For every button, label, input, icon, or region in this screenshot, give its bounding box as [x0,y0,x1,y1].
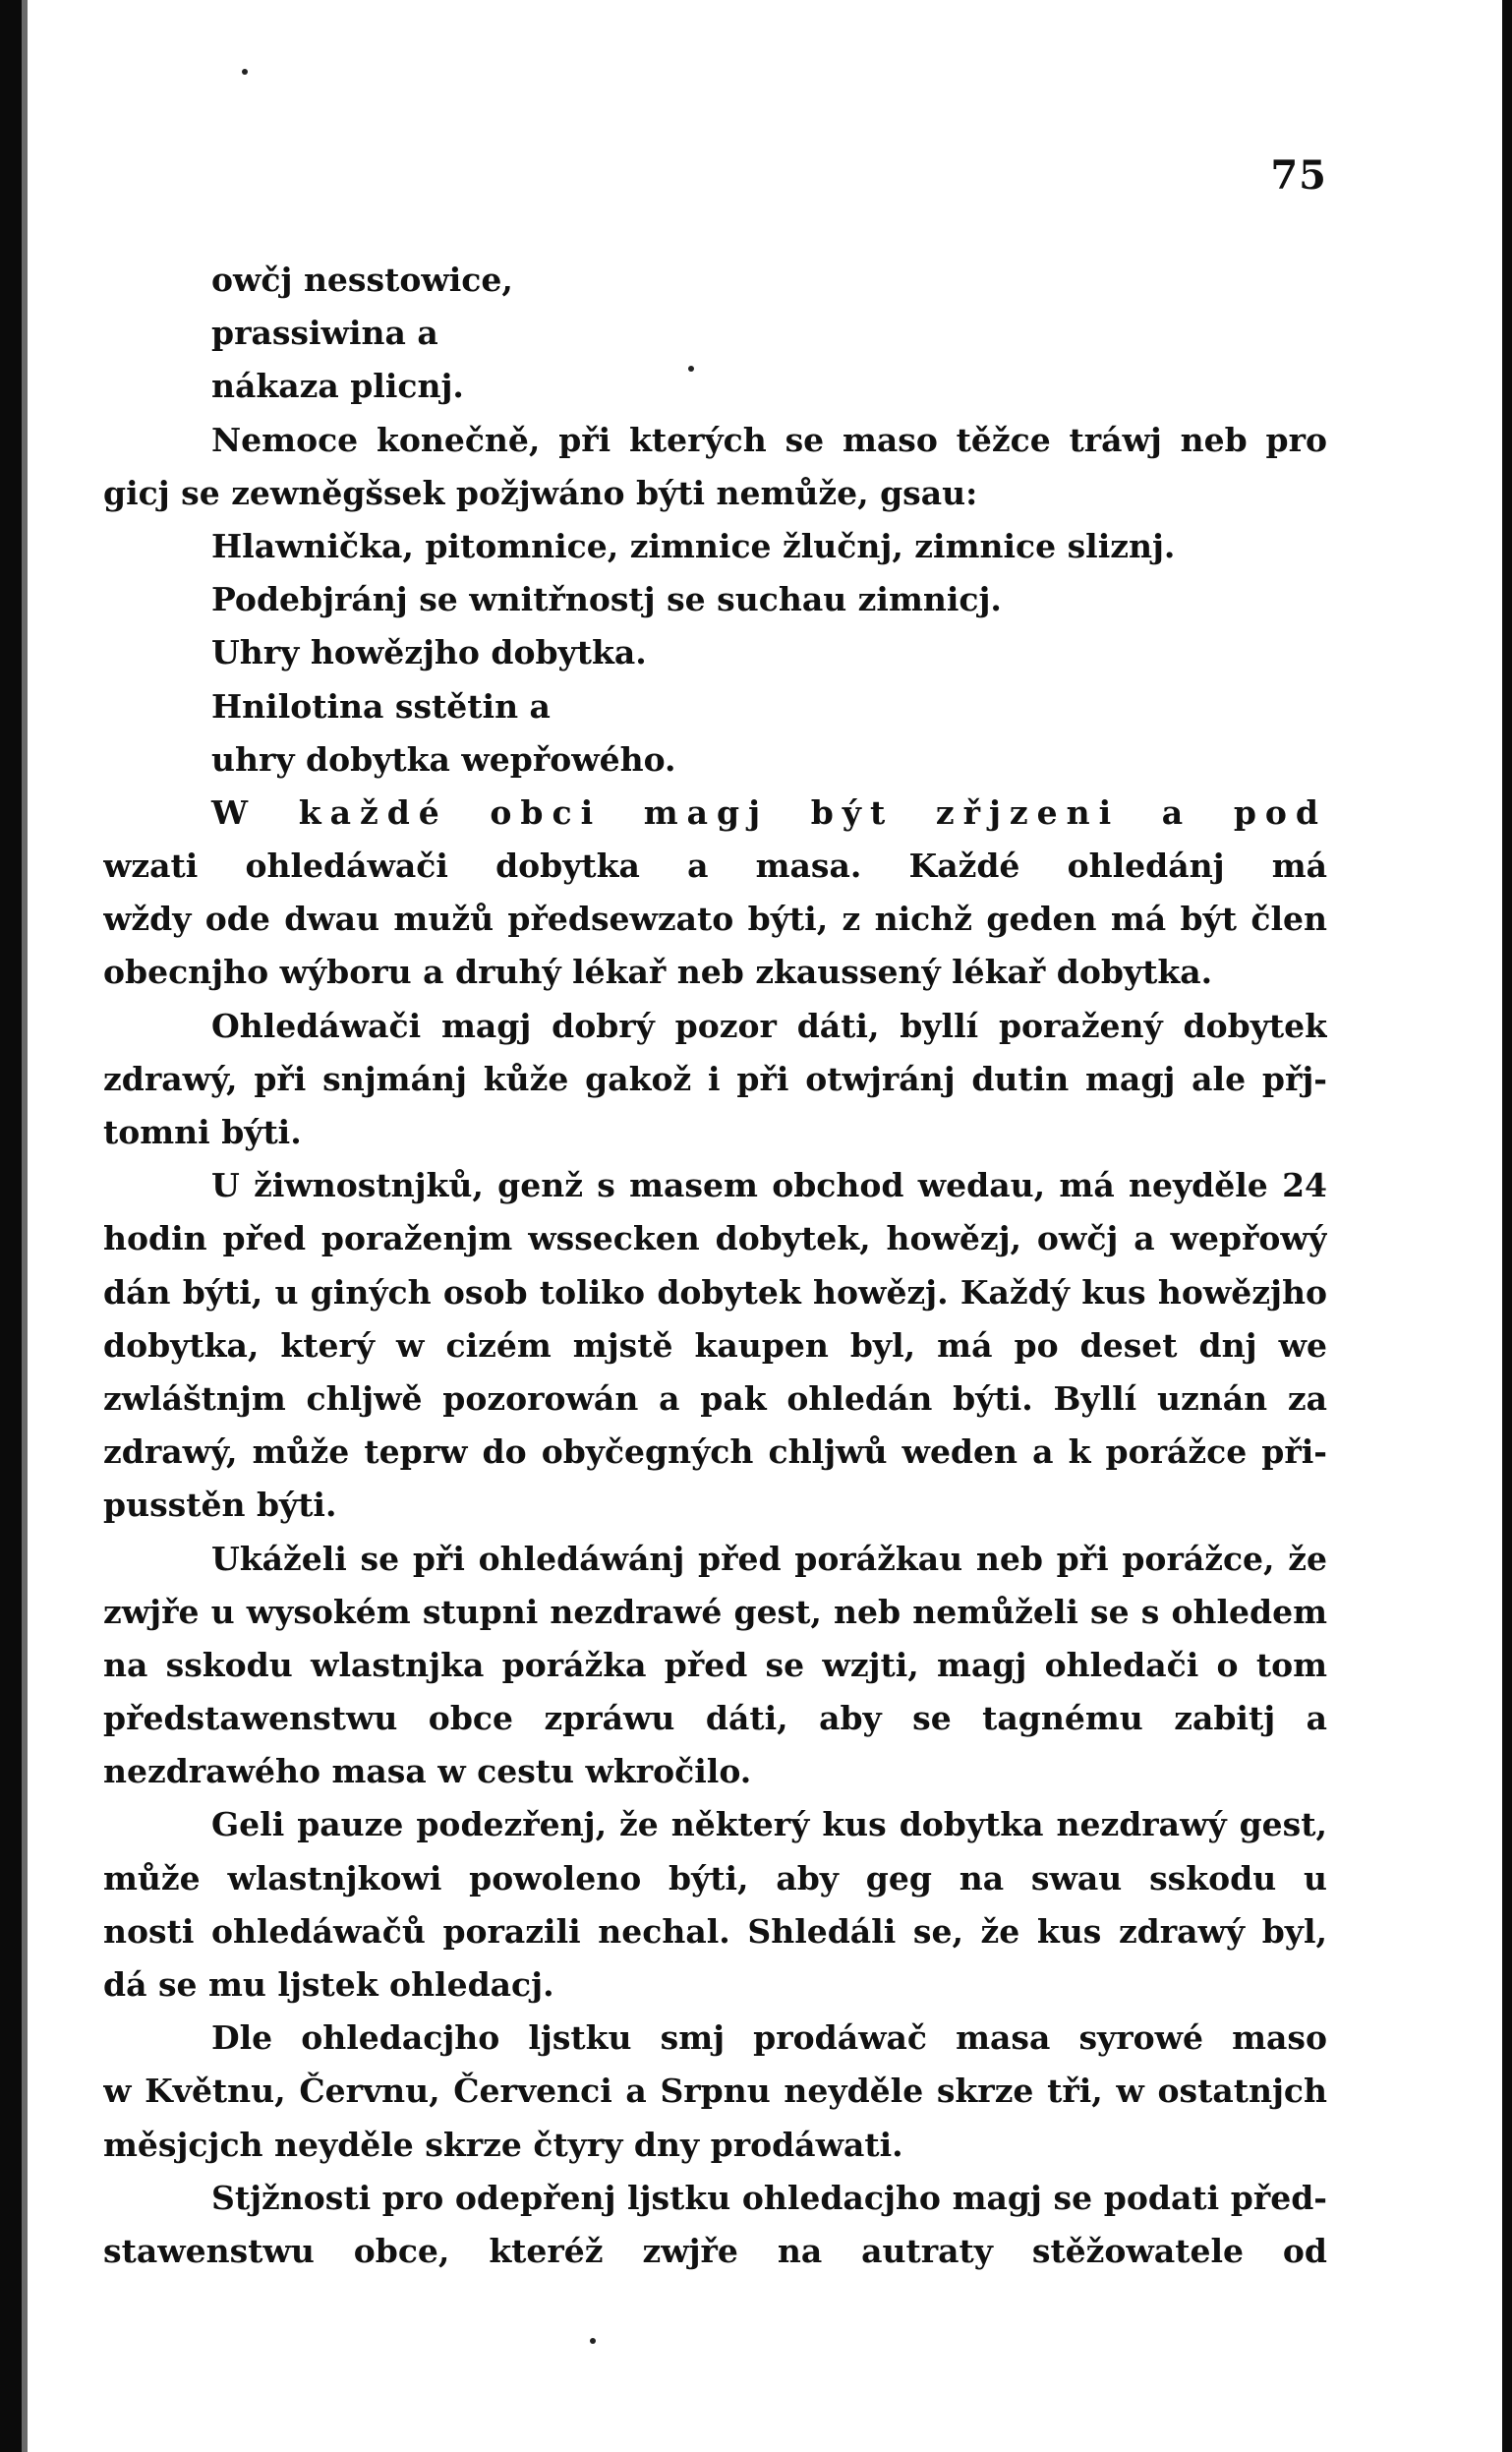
text-line: měsjcjch neyděle skrze čtyry dny prodáwati. [103,2125,903,2164]
text-line: gicj se zewněgšsek požjwáno býti nemůže, gsau: [103,473,978,512]
text-line: zdrawý, může teprw do obyčegných chljwů weden a k porážce při- [103,1432,1327,1472]
text-line: zwjře u wysokém stupni nezdrawé gest, neb nemůželi se s ohledem [103,1592,1327,1631]
text-line: Hnilotina sstětin a [211,686,551,726]
text-line: Dle ohledacjho ljstku smj prodáwač masa syrowé maso [211,2018,1327,2058]
text-line: zwláštnjm chljwě pozorowán a pak ohledán býti. Byllí uznán za [103,1378,1327,1418]
text-line: U žiwnostnjků, genž s masem obchod wedau, má neyděle 24 [211,1166,1327,1205]
scan-edge-left [0,0,22,2452]
scan-edge-shadow [22,0,28,2452]
text-line: uhry dobytka wepřowého. [211,739,676,779]
text-line: Geli pauze podezřenj, že některý kus dobytka nezdrawý gest, [211,1805,1327,1844]
text-line: dobytka, který w cizém mjstě kaupen byl, má po deset dnj we [103,1325,1327,1365]
text-line: nákaza plicnj. [211,367,464,406]
text-line: Podebjránj se wnitřnostj se suchau zimnicj. [211,580,1002,619]
text-line: owčj nesstowice, [211,261,513,299]
text-line: může wlastnjkowi powoleno býti, aby geg na swau sskodu u [103,1858,1327,1897]
page-body-text [103,254,1327,2278]
text-line: wzati ohledáwači dobytka a masa. Každé ohledánj má [103,847,1327,886]
text-line: Stjžnosti pro odepřenj ljstku ohledacjho magj se podati před- [211,2178,1327,2217]
text-line: Uhry howězjho dobytka. [211,633,647,672]
text-line: Ukáželi se při ohledáwánj před porážkau neb při porážce, že [211,1539,1327,1578]
text-line: pusstěn býti. [103,1486,337,1525]
text-line: Ohledáwači magj dobrý pozor dáti, byllí poražený dobytek [211,1006,1327,1045]
text-line: dán býti, u giných osob toliko dobytek howězj. Každý kus howězjho [103,1272,1327,1312]
text-line: wždy ode dwau mužů předsewzato býti, z nichž geden má být člen [103,900,1327,939]
book-page [103,147,1327,2409]
page-number: 75 [1270,152,1327,199]
text-line: prassiwina a [211,314,438,353]
text-line: předstawenstwu obce zpráwu dáti, aby se tagnému zabitj a [103,1699,1327,1738]
text-line: stawenstwu obce, kteréž zwjře na autraty stěžowatele od [103,2231,1327,2270]
scan-speck [242,69,248,75]
text-line: obecnjho wýboru a druhý lékař neb zkaussený lékař dobytka. [103,953,1213,992]
text-line: nezdrawého masa w cestu wkročilo. [103,1752,752,1791]
text-line: tomni býti. [103,1113,302,1151]
text-line: na sskodu wlastnjka porážka před se wzjti, magj ohledači o tom [103,1645,1327,1684]
text-line: zdrawý, při snjmánj kůže gakož i při otwjránj dutin magj ale přj- [103,1059,1327,1098]
text-line: w Květnu, Červnu, Červenci a Srpnu neyděle skrze tři, w ostatnjch [103,2072,1327,2111]
scan-edge-right [1502,0,1512,2452]
text-line: hodin před poraženjm wssecken dobytek, howězj, owčj a wepřowý [103,1219,1327,1258]
text-line: nosti ohledáwačů porazili nechal. Shledáli se, že kus zdrawý byl, [103,1911,1327,1951]
text-line: Nemoce konečně, při kterých se maso těžce tráwj neb pro [211,420,1327,459]
text-line: W každé obci magj být zřjzeni a pod [211,792,1327,832]
text-line: Hlawnička, pitomnice, zimnice žlučnj, zimnice sliznj. [211,526,1176,565]
text-line: dá se mu ljstek ohledacj. [103,1965,554,2004]
